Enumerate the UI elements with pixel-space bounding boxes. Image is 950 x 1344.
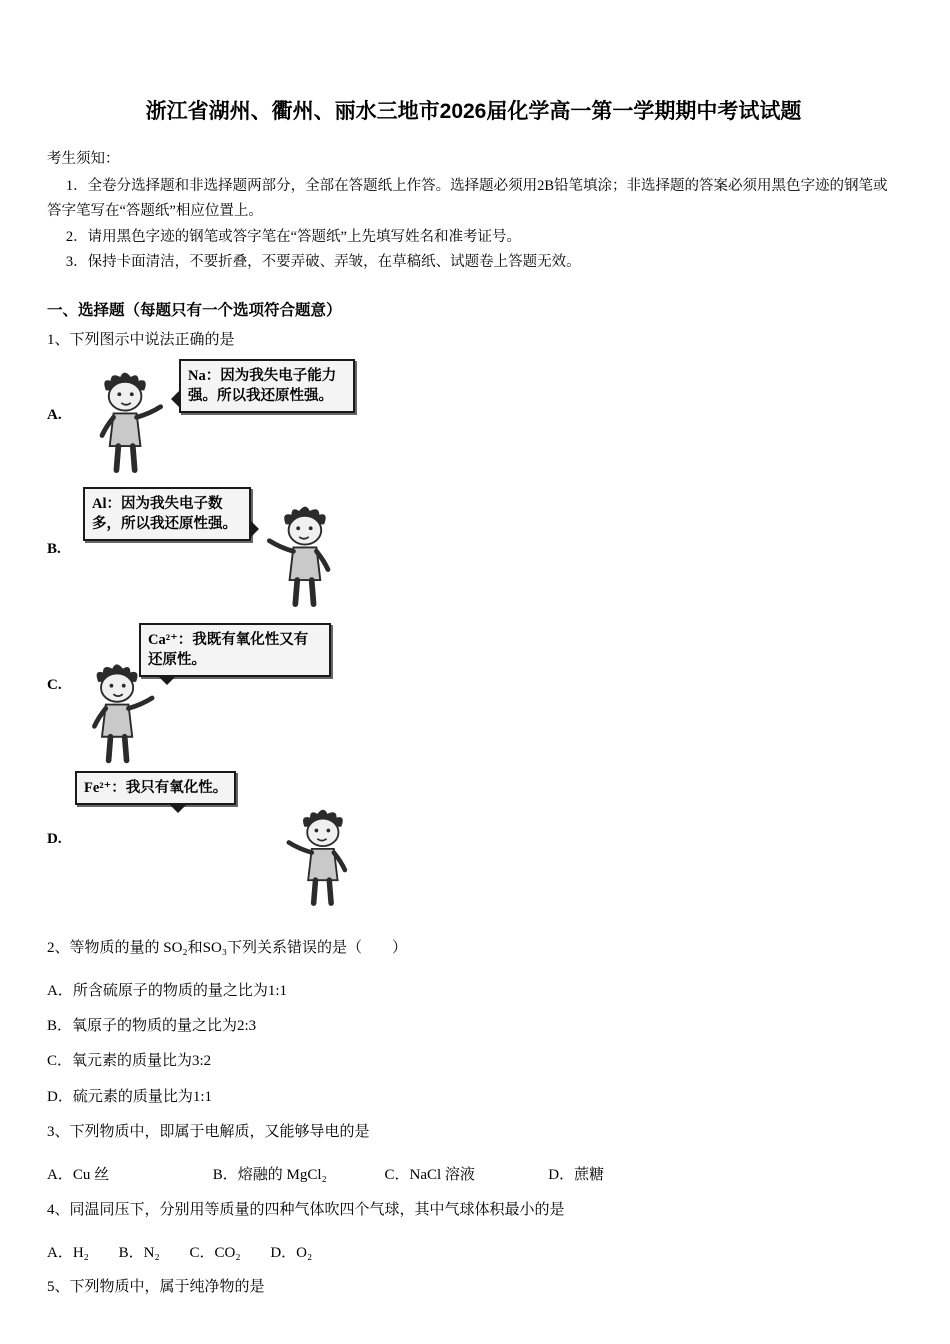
speech-bubble-c-text: Ca²⁺：我既有氧化性又有还原性。 <box>148 631 309 668</box>
exam-paper <box>47 95 900 1306</box>
speech-bubble-d <box>75 771 236 805</box>
cartoon-figure-icon <box>71 663 167 767</box>
q4-option-b: B．N₂ <box>118 1244 160 1261</box>
cartoon-figure-icon <box>275 807 367 911</box>
q3-stem: 3、下列物质中，即属于电解质，又能够导电的是 <box>47 1123 370 1140</box>
q5-stem: 5、下列物质中，属于纯净物的是 <box>47 1279 265 1296</box>
q1-option-c <box>47 623 900 771</box>
q3-option-b: B．熔融的 MgCl₂ <box>212 1167 327 1183</box>
q2-stem: 2、等物质的量的 SO₂和SO₃下列关系错误的是（ ） <box>47 939 408 956</box>
q2-option-d: D．硫元素的质量比为1:1 <box>47 1088 213 1105</box>
section-one-heading: 一、选择题（每题只有一个选项符合题意） <box>47 301 342 319</box>
notice-item-2: 2．请用黑色字迹的钢笔或答字笔在“答题纸”上先填写姓名和准考证号。 <box>65 228 521 245</box>
q3-option-c: C．NaCl 溶液 <box>384 1167 475 1183</box>
speech-bubble-tail <box>168 803 188 823</box>
notice-item-3: 3．保持卡面清洁，不要折叠，不要弄破、弄皱，在草稿纸、试题卷上答题无效。 <box>65 254 581 271</box>
q4-option-a: A．H₂ <box>47 1244 89 1261</box>
notice-item-1: 1．全卷分选择题和非选择题两部分，全部在答题纸上作答。选择题必须用2B铅笔填涂；非选择题的答案必须用黑色字迹的钢笔或答字笔写在“答题纸”相应位置上。 <box>47 178 888 220</box>
option-d-label: D. <box>47 830 62 847</box>
q3-options-row <box>47 1158 900 1193</box>
speech-bubble-d-text: Fe²⁺：我只有氧化性。 <box>84 779 228 796</box>
q4-option-d: D．O₂ <box>270 1244 313 1261</box>
notice-header: 考生须知： <box>47 151 120 167</box>
speech-bubble-c <box>139 623 331 678</box>
option-b-label: B. <box>47 540 61 557</box>
q4-options-row <box>47 1236 900 1271</box>
option-a-label: A. <box>47 406 62 423</box>
page-title: 浙江省湖州、衢州、丽水三地市2026届化学高一第一学期期中考试试题 <box>145 100 802 123</box>
q3-option-a: A．Cu 丝 <box>47 1167 110 1183</box>
speech-bubble-a-text: Na：因为我失电子能力强。所以我还原性强。 <box>188 367 337 404</box>
cartoon-figure-icon <box>255 505 351 611</box>
option-c-label: C. <box>47 676 62 693</box>
q1-stem: 1、下列图示中说法正确的是 <box>47 331 235 348</box>
q2-option-a: A．所含硫原子的物质的量之比为1:1 <box>47 982 288 999</box>
q1-option-d <box>47 771 900 921</box>
speech-bubble-a <box>179 359 355 414</box>
q1-option-a <box>47 357 900 485</box>
cartoon-figure-icon <box>79 371 175 477</box>
speech-bubble-b-text: Al：因为我失电子数多，所以我还原性强。 <box>92 495 237 532</box>
q4-option-c: C．CO₂ <box>189 1244 241 1261</box>
q3-option-d: D．蔗糖 <box>548 1167 605 1183</box>
q2-option-b: B．氧原子的物质的量之比为2:3 <box>47 1018 257 1034</box>
speech-bubble-tail <box>161 389 181 409</box>
q1-option-b <box>47 485 900 623</box>
q4-stem: 4、同温同压下，分别用等质量的四种气体吹四个气球，其中气球体积最小的是 <box>47 1201 565 1218</box>
speech-bubble-b <box>83 487 251 542</box>
q2-option-c: C．氧元素的质量比为3:2 <box>47 1053 212 1070</box>
